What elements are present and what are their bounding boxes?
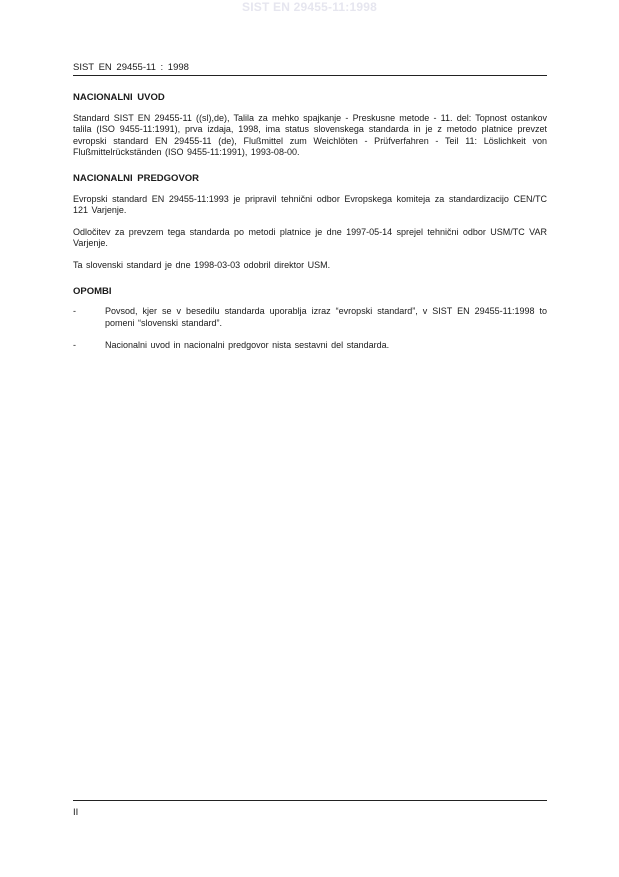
note-item [73, 340, 547, 352]
note-text: Povsod, kjer se v besedilu standarda uporablja izraz “evropski standard”, v SIST EN 29455-11:1998 to pomeni “slovenski standard”. [105, 306, 547, 328]
document-header: SIST EN 29455-11 : 1998 [73, 62, 189, 73]
uvod-paragraph: Standard SIST EN 29455-11 ((sl),de), Talila za mehko spajkanje - Preskusne metode - 11. del: Topnost ostankov talila (ISO 9455-11:1991), prva izdaja, 1998, ima status slovenskega standarda in je z metodo platnice prevzet evropski standard EN 29455-11 (de), Flußmittel zum Weichlöten - Prüfverfahren - Teil 11: Löslichkeit von Flußmittelrückständen (ISO 9455-11:1991), 1993-08-00. [73, 112, 547, 158]
note-text: Nacionalni uvod in nacionalni predgovor nista sestavni del standarda. [105, 340, 390, 351]
section-title-predgovor: NACIONALNI PREDGOVOR [73, 172, 200, 184]
watermark: SIST EN 29455-11:1998 [242, 0, 377, 14]
predgovor-paragraph: Odločitev za prevzem tega standarda po metodi platnice je dne 1997-05-14 sprejel tehnični odbor USM/TC VAR Varjenje. [73, 226, 547, 249]
section-title-opombi: OPOMBI [73, 285, 112, 297]
predgovor-paragraph: Evropski standard EN 29455-11:1993 je pripravil tehnični odbor Evropskega komiteja za standardizacijo CEN/TC 121 Varjenje. [73, 193, 547, 216]
bullet-dash: - [73, 306, 76, 317]
page-content [73, 92, 547, 363]
note-item [73, 306, 547, 329]
footer-divider [73, 800, 547, 801]
section-title-uvod: NACIONALNI UVOD [73, 92, 165, 103]
header-divider [73, 75, 547, 76]
bullet-dash: - [73, 340, 76, 351]
page-number: II [73, 807, 79, 818]
predgovor-paragraph: Ta slovenski standard je dne 1998-03-03 odobril direktor USM. [73, 259, 331, 270]
notes-list [73, 306, 547, 352]
